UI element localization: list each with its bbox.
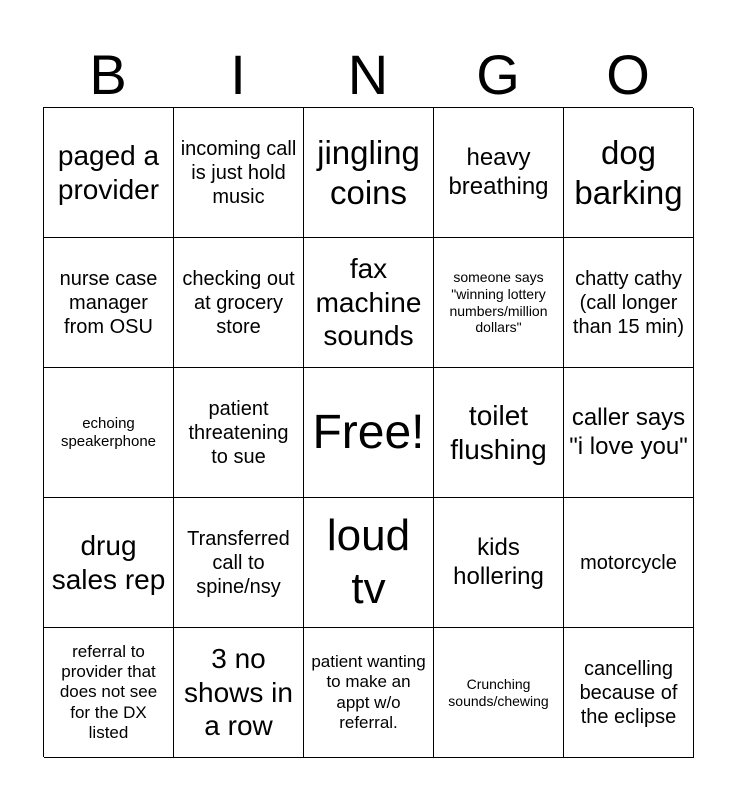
bingo-cell[interactable] <box>44 498 174 628</box>
cell-text: referral to provider that does not see for the DX listed <box>59 641 158 743</box>
bingo-cell[interactable] <box>564 238 694 368</box>
bingo-cell[interactable] <box>174 628 304 758</box>
cell-text: checking out at grocery store <box>182 267 295 338</box>
bingo-board <box>43 107 693 757</box>
bingo-free-cell[interactable] <box>304 368 434 498</box>
cell-text: caller says "i love you" <box>569 403 688 460</box>
bingo-cell[interactable] <box>564 498 694 628</box>
bingo-cell[interactable] <box>44 108 174 238</box>
cell-text: drug sales rep <box>51 529 166 595</box>
bingo-cell[interactable] <box>174 238 304 368</box>
header-letter-g: G <box>476 43 520 106</box>
cell-text: cancelling because of the eclipse <box>579 657 678 728</box>
cell-text: paged a provider <box>57 139 160 205</box>
bingo-cell[interactable] <box>564 628 694 758</box>
cell-text: Transferred call to spine/nsy <box>187 527 290 598</box>
bingo-cell[interactable] <box>44 238 174 368</box>
bingo-cell[interactable] <box>304 108 434 238</box>
bingo-cell[interactable] <box>304 238 434 368</box>
cell-text: patient threatening to sue <box>188 397 289 468</box>
cell-text: patient wanting to make an appt w/o referral. <box>311 651 426 732</box>
bingo-cell[interactable] <box>434 108 564 238</box>
cell-text: echoing speakerphone <box>60 414 157 450</box>
cell-text: nurse case manager from OSU <box>59 267 158 338</box>
cell-text: 3 no shows in a row <box>184 643 293 742</box>
cell-text: toilet flushing <box>450 399 547 465</box>
cell-text: Crunching sounds/chewing <box>448 675 549 709</box>
cell-text: loud tv <box>326 510 411 613</box>
cell-text: someone says "winning lottery numbers/million dollars" <box>449 268 548 336</box>
bingo-cell[interactable] <box>434 628 564 758</box>
bingo-cell[interactable] <box>434 368 564 498</box>
bingo-cell[interactable] <box>174 368 304 498</box>
bingo-cell[interactable] <box>434 498 564 628</box>
cell-text: fax machine sounds <box>315 253 422 352</box>
bingo-cell[interactable] <box>44 368 174 498</box>
bingo-cell[interactable] <box>304 628 434 758</box>
cell-text: heavy breathing <box>448 143 549 200</box>
cell-text: jingling coins <box>317 133 420 211</box>
bingo-cell[interactable] <box>434 238 564 368</box>
header-letter-b: B <box>89 43 127 106</box>
header-letter-i: I <box>230 43 246 106</box>
cell-text: dog barking <box>574 133 683 211</box>
bingo-cell[interactable] <box>304 498 434 628</box>
cell-text: incoming call is just hold music <box>180 137 297 208</box>
bingo-cell[interactable] <box>564 108 694 238</box>
bingo-cell[interactable] <box>44 628 174 758</box>
cell-text: kids hollering <box>453 533 544 590</box>
cell-text: Free! <box>312 405 425 459</box>
bingo-header <box>43 42 693 108</box>
cell-text: chatty cathy (call longer than 15 min) <box>572 267 685 338</box>
cell-text: motorcycle <box>580 551 677 574</box>
bingo-cell[interactable] <box>174 108 304 238</box>
header-letter-o: O <box>606 43 650 106</box>
bingo-cell[interactable] <box>564 368 694 498</box>
bingo-cell[interactable] <box>174 498 304 628</box>
header-letter-n: N <box>347 43 389 106</box>
